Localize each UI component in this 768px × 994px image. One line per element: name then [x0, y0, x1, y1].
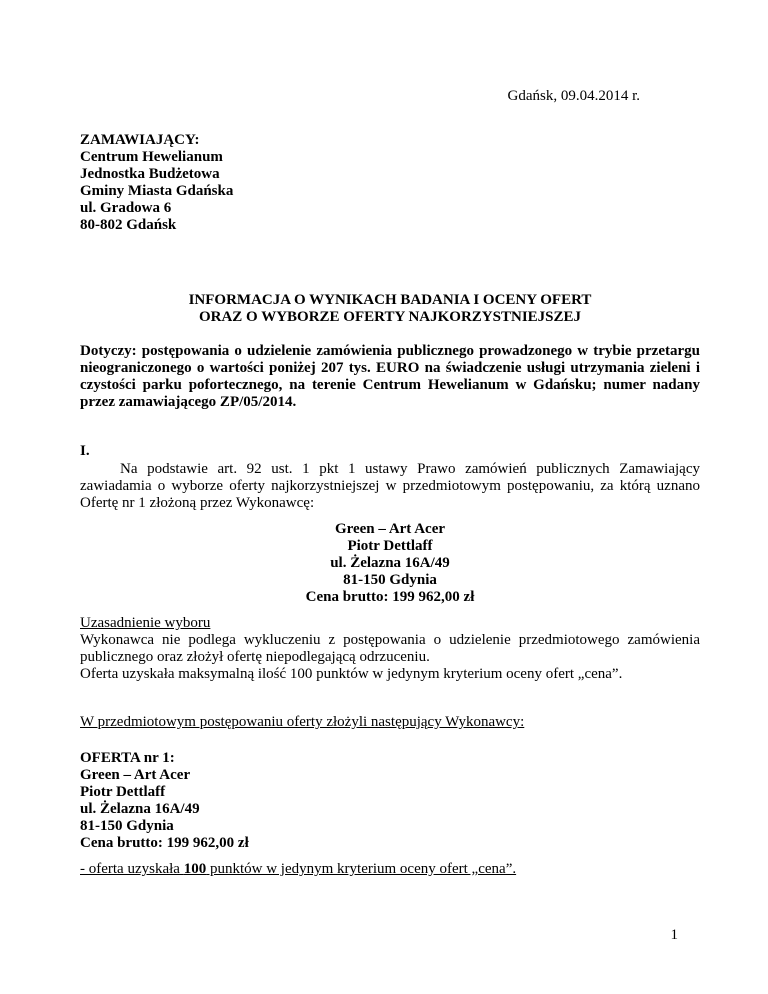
offer-1-block: [80, 750, 700, 852]
winner-block: [80, 521, 700, 606]
orderer-line: Jednostka Budżetowa: [80, 166, 220, 182]
winner-line: ul. Żelazna 16A/49: [330, 555, 450, 571]
title-line-1: INFORMACJA O WYNIKACH BADANIA I OCENY OFERT: [188, 292, 592, 308]
offer-line: Green – Art Acer: [80, 767, 191, 783]
offer-score-value: 100: [183, 861, 207, 877]
orderer-label: ZAMAWIAJĄCY:: [80, 132, 200, 148]
bidders-heading-text: W przedmiotowym postępowaniu oferty złożyli następujący Wykonawcy:: [80, 714, 525, 730]
document-title: [80, 292, 700, 326]
justification-score-line: Oferta uzyskała maksymalną ilość 100 punktów w jedynym kryterium oceny ofert „cena”.: [80, 666, 623, 682]
winner-line: Green – Art Acer: [334, 521, 446, 537]
bidders-heading: [80, 714, 700, 731]
offer-line: Piotr Dettlaff: [80, 784, 166, 800]
justification-block: [80, 615, 700, 683]
section1-paragraph: Na podstawie art. 92 ust. 1 pkt 1 ustawy Prawo zamówień publicznych Zamawiający zawiadamia o wyborze oferty najkorzystniejszej w przedmiotowym postępowaniu, za którą uznano Ofertę nr 1 złożoną przez Wykonawcę:: [80, 461, 700, 511]
orderer-line: Gminy Miasta Gdańska: [80, 183, 234, 199]
offer-score-prefix: - oferta uzyskała: [80, 861, 184, 877]
subject-paragraph: Dotyczy: postępowania o udzielenie zamówienia publicznego prowadzonego w trybie przetargu nieograniczonego o wartości poniżej 207 tys. EURO na świadczenie usługi utrzymania zieleni i czystości parku pofortecznego, na terenie Centrum Hewelianum w Gdańsku; numer nadany przez zamawiającego ZP/05/2014.: [80, 343, 700, 410]
winner-price: Cena brutto: 199 962,00 zł: [305, 589, 475, 605]
winner-line: 81-150 Gdynia: [343, 572, 437, 588]
offer-line: 81-150 Gdynia: [80, 818, 174, 834]
title-line-2: ORAZ O WYBORZE OFERTY NAJKORZYSTNIEJSZEJ: [198, 309, 582, 325]
orderer-line: 80-802 Gdańsk: [80, 217, 177, 233]
date-line: Gdańsk, 09.04.2014 r.: [507, 88, 640, 104]
page-number: 1: [670, 927, 678, 943]
orderer-block: [80, 132, 700, 234]
offer-label: OFERTA nr 1:: [80, 750, 175, 766]
winner-line: Piotr Dettlaff: [347, 538, 433, 554]
justification-heading: Uzasadnienie wyboru: [80, 615, 211, 631]
offer-score-line: [80, 861, 700, 878]
orderer-line: ul. Gradowa 6: [80, 200, 172, 216]
justification-paragraph: Wykonawca nie podlega wykluczeniu z postępowania o udzielenie przedmiotowego zamówienia publicznego oraz złożył ofertę niepodlegającą odrzuceniu.: [80, 632, 700, 665]
offer-score-suffix: punktów w jedynym kryterium oceny ofert „cena”.: [206, 861, 517, 877]
offer-price: Cena brutto: 199 962,00 zł: [80, 835, 249, 851]
offer-line: ul. Żelazna 16A/49: [80, 801, 200, 817]
section-numeral: I.: [80, 443, 90, 459]
orderer-line: Centrum Hewelianum: [80, 149, 223, 165]
